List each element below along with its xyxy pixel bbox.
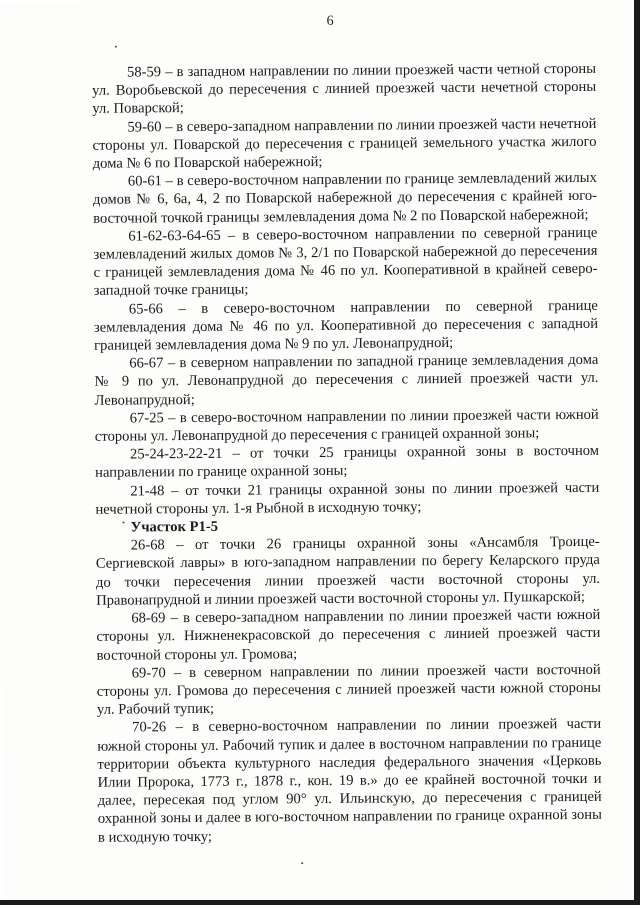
paragraph: 66-67 – в северном направлении по западной границе землевладения дома № 9 по ул. Левонапрудной до пересечения с линией проезжей части ул. Левонапрудной; (94, 352, 599, 409)
paragraph: 60-61 – в северо-восточном направлении по границе землевладений жилых домов № 6, 6а, 4, 2 по Поварской набережной до пересечения с крайней юго-восточной точкой границы землевладения дома № 2 по Поварской набережной; (92, 170, 598, 227)
scan-edge-bottom (0, 900, 640, 905)
paragraph: 26-68 – от точки 26 границы охранной зоны «Ансамбля Троице-Сергиевской лавры» в юго-западном направлении по берегу Келарского пруда до точки пересечения линии проезжей части восточной стороны ул. Правонапрудной и линии проезжей части восточной стороны ул. Пушкарской; (95, 534, 601, 609)
paragraph: 67-25 – в северо-восточном направлении по линии проезжей части южной стороны ул. Левонапрудной до пересечения с границей охранной зоны; (94, 406, 599, 445)
paragraph: 61-62-63-64-65 – в северо-восточном направлении по северной границе землевладений жилых домов № 3, 2/1 по Поварской набережной до пересечения с границей землевладения дома № 46 по ул. Кооперативной в крайней северо-западной точке границы; (93, 224, 598, 300)
scan-speck (115, 46, 117, 48)
document-body (92, 60, 602, 847)
paragraph: 21-48 – от точки 21 границы охранной зоны по линии проезжей части нечетной стороны ул. 1-я Рыбной в исходную точку; (95, 479, 600, 518)
paragraph: 58-59 – в западном направлении по линии проезжей части четной стороны ул. Воробьевской до пересечения с линией проезжей части нечетной стороны ул. Поварской; (92, 60, 597, 118)
section-heading: Участок Р1-5 (130, 518, 219, 536)
scan-speck (301, 862, 303, 864)
paragraph: 65-66 – в северо-восточном направлении по северной границе землевладения дома № 46 по ул. Кооперативной до пересечения с западной границей землевладения дома № 9 по ул. Левонапрудной; (93, 297, 599, 354)
paragraph: 69-70 – в северном направлении по линии проезжей части восточной стороны ул. Громова до пересечения с линией проезжей части южной стороны ул. Рабочий тупик; (96, 661, 601, 718)
paragraph: 68-69 – в северо-западном направлении по линии проезжей части южной стороны ул. Нижненекрасовской до пересечения с линией проезжей части восточной стороны ул. Громова; (96, 606, 601, 664)
scan-edge-right (634, 0, 640, 905)
paragraph: 25-24-23-22-21 – от точки 25 границы охранной зоны в восточном направлении по границе охранной зоны; (95, 443, 600, 482)
paragraph: 59-60 – в северо-западном направлении по линии проезжей части нечетной стороны ул. Поварской до пересечения с границей земельного участка жилого дома № 6 по Поварской набережной; (92, 115, 597, 172)
paragraph: 70-26 – в северно-восточном направлении по линии проезжей части южной стороны ул. Рабочий тупик и далее в восточном направлении по границе территории объекта культурного наследия федерального значения «Церковь Илии Пророка, 1773 г., 1878 г., кон. 19 в.» до ее крайней восточной точки и далее, пересекая под углом 90° ул. Ильинскую, до пересечения с границей охранной зоны и далее в юго-восточном направлении по границе охранной зоны в исходную точку; (97, 716, 602, 846)
page-number: 6 (326, 13, 334, 29)
